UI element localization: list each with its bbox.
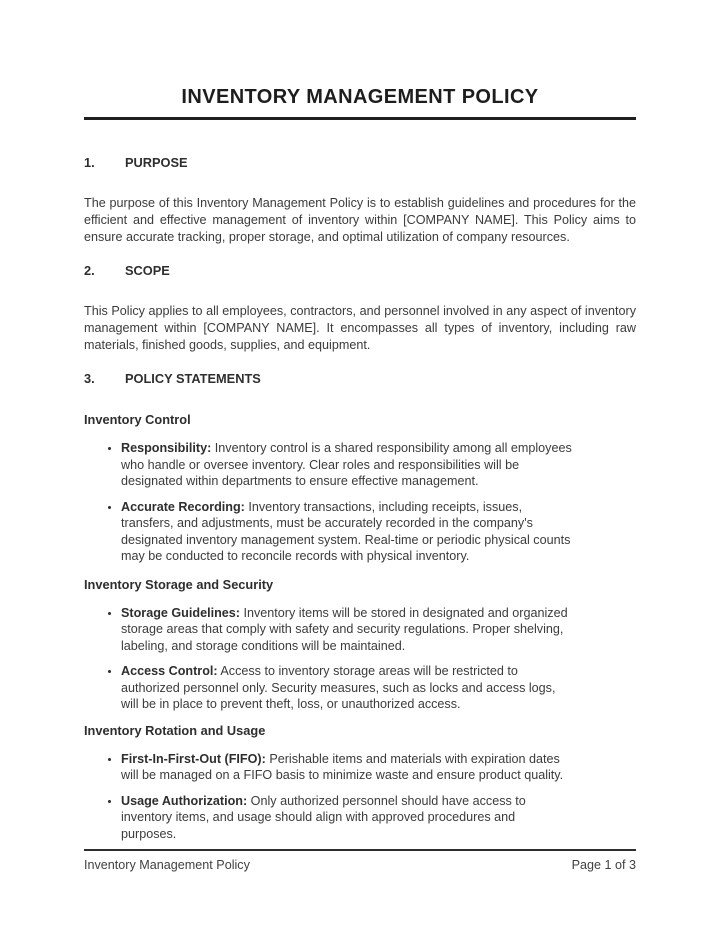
bullet-item-usage-authorization xyxy=(121,793,573,843)
footer-page-number: Page 1 of 3 xyxy=(571,858,636,872)
bullet-lead: Access Control: xyxy=(121,664,218,678)
section-heading-scope xyxy=(84,263,636,278)
bullet-list-storage-security xyxy=(84,605,636,713)
subsection-title-storage-security: Inventory Storage and Security xyxy=(84,576,274,592)
bullet-lead: Usage Authorization: xyxy=(121,793,248,808)
document-title: INVENTORY MANAGEMENT POLICY xyxy=(181,86,539,108)
bullet-text: Only authorized personnel should have access to inventory items, and usage should align with approved procedures and purposes. xyxy=(121,793,526,841)
bullet-item-access-control xyxy=(121,663,573,713)
bullet-text: Perishable items and materials with expiration dates will be managed on a FIFO basis to minimize waste and ensure product quality. xyxy=(121,751,564,782)
section-number: 3. xyxy=(84,371,95,386)
bullet-text: Access to inventory storage areas will be restricted to authorized personnel only. Security measures, such as locks and access logs, will be in place to prevent theft, loss, or unauthorized access. xyxy=(121,664,556,711)
footer-doc-title: Inventory Management Policy xyxy=(84,858,250,872)
bullet-item-accurate-recording xyxy=(121,499,573,565)
section-heading-label: POLICY STATEMENTS xyxy=(125,371,261,386)
scope-paragraph: This Policy applies to all employees, contractors, and personnel involved in any aspect of inventory management within [COMPANY NAME]. It encompasses all types of inventory, including raw materials, finished goods, supplies, and equipment. xyxy=(84,304,636,352)
bullet-item-fifo xyxy=(121,751,573,784)
bullet-text: Inventory items will be stored in designated and organized storage areas that comply with safety and security regulations. Proper shelving, labeling, and storage conditions will be maintained. xyxy=(121,605,568,653)
bullet-list-inventory-control xyxy=(84,440,636,565)
subsection-title-rotation-usage: Inventory Rotation and Usage xyxy=(84,722,266,738)
bullet-lead: First-In-First-Out (FIFO): xyxy=(121,751,266,766)
document-content xyxy=(0,86,720,842)
footer-rule xyxy=(84,849,636,851)
purpose-paragraph: The purpose of this Inventory Management Policy is to establish guidelines and procedures for the efficient and effective management of inventory within [COMPANY NAME]. This Policy aims to ensure accurate tracking, proper storage, and optimal utilization of company resources. xyxy=(84,196,636,244)
section-heading-policy-statements xyxy=(84,371,636,386)
bullet-lead: Responsibility: xyxy=(121,441,212,455)
subsection-title-inventory-control: Inventory Control xyxy=(84,412,191,427)
section-number: 2. xyxy=(84,263,95,278)
section-heading-label: PURPOSE xyxy=(125,155,188,170)
bullet-list-rotation-usage xyxy=(84,751,636,843)
page-footer xyxy=(84,849,636,872)
bullet-lead: Storage Guidelines: xyxy=(121,605,240,620)
section-heading-label: SCOPE xyxy=(125,263,170,278)
title-rule xyxy=(84,117,636,120)
bullet-item-responsibility xyxy=(121,440,573,490)
bullet-text: Inventory control is a shared responsibility among all employees who handle or oversee inventory. Clear roles and responsibilities will be designated within departments to ensure effective management. xyxy=(121,441,572,488)
bullet-item-storage-guidelines xyxy=(121,605,573,655)
section-number: 1. xyxy=(84,155,95,170)
section-heading-purpose xyxy=(84,155,636,170)
bullet-text: Inventory transactions, including receipts, issues, transfers, and adjustments, must be accurately recorded in the company's designated inventory management system. Real-time or periodic physical counts may be conducted to reconcile records with physical inventory. xyxy=(121,499,571,563)
bullet-lead: Accurate Recording: xyxy=(121,499,245,514)
